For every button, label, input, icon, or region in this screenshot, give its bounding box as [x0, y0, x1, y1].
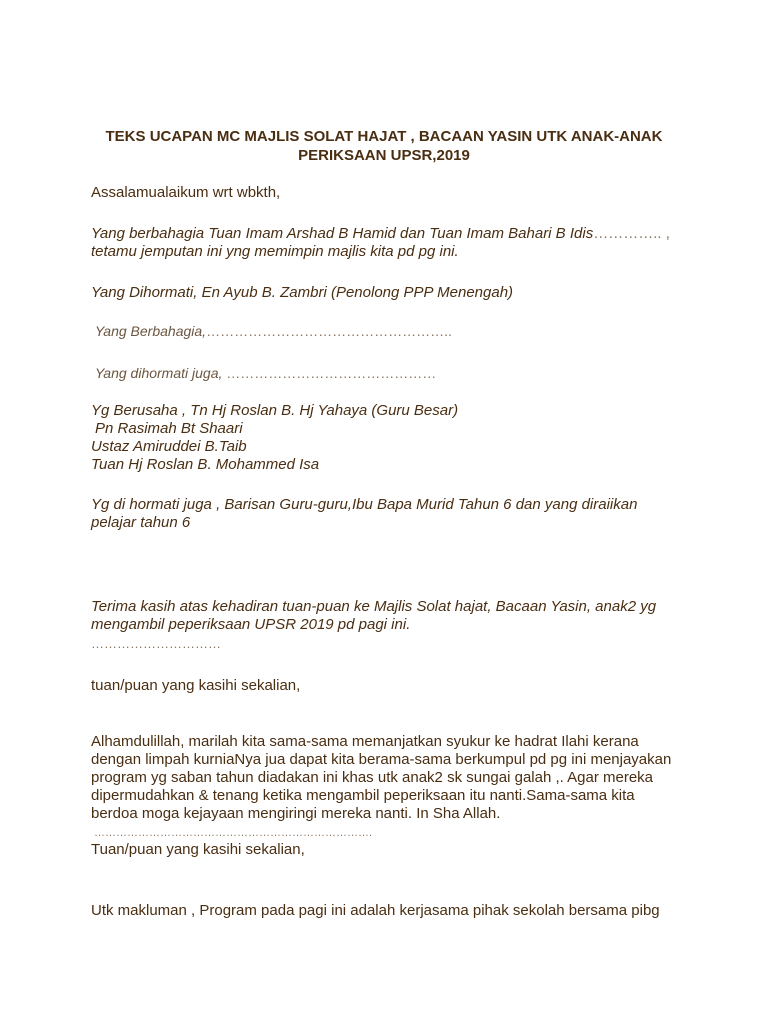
salutation-berbahagia-label: Yang Berbahagia, [95, 323, 207, 339]
document-title-line2: PERIKSAAN UPSR,2019 [298, 147, 470, 164]
body-line3: program yg saban tahun diadakan ini khas utk anak2 sk sungai galah ,. Agar mereka [91, 769, 654, 786]
address-tuan-puan-2: Tuan/puan yang kasihi sekalian, [91, 841, 305, 858]
document-title-line1: TEKS UCAPAN MC MAJLIS SOLAT HAJAT , BACAAN YASIN UTK ANAK-ANAK [105, 128, 663, 145]
salutation-berbahagia [95, 322, 452, 340]
salutation-imam-line1 [91, 225, 670, 243]
salutation-imam-text: Yang berbahagia Tuan Imam Arshad B Hamid dan Tuan Imam Bahari B Idis [91, 225, 594, 242]
address-tuan-puan: tuan/puan yang kasihi sekalian, [91, 677, 301, 694]
greeting: Assalamualaikum wrt wbkth, [91, 184, 281, 201]
salutation-dihormati-label: Yang dihormati juga, [95, 365, 227, 381]
salutation-imam-line2: tetamu jemputan ini yng memimpin majlis kita pd pg ini. [91, 243, 459, 260]
body-line5: berdoa moga kejayaan mengiringi mereka nanti. In Sha Allah. [91, 805, 501, 822]
salutation-dihormati [95, 364, 436, 382]
body-dots: …………………………………………………………………. [94, 827, 373, 839]
body-line2: dengan limpah kurniaNya jua dapat kita berama-sama berkumpul pd pg ini menjayakan [91, 751, 672, 768]
thanks-line1: Terima kasih atas kehadiran tuan-puan ke Majlis Solat hajat, Bacaan Yasin, anak2 yg [91, 598, 657, 615]
guest-list-line3: Ustaz Amiruddei B.Taib [91, 438, 247, 455]
body-line1: Alhamdulillah, marilah kita sama-sama memanjatkan syukur ke hadrat Ilahi kerana [91, 733, 639, 750]
salutation-berbahagia-dots: …………………………………………….. [206, 323, 452, 339]
salutation-imam-dots: ………….. , [593, 225, 670, 242]
salutation-dihormati-dots: ……………………………………… [226, 365, 437, 381]
guest-list-line4: Tuan Hj Roslan B. Mohammed Isa [91, 456, 320, 473]
guest-list-line1: Yg Berusaha , Tn Hj Roslan B. Hj Yahaya (Guru Besar) [91, 402, 459, 419]
salutation-ppp: Yang Dihormati, En Ayub B. Zambri (Penolong PPP Menengah) [91, 284, 514, 301]
info-line: Utk makluman , Program pada pagi ini adalah kerjasama pihak sekolah bersama pibg [91, 902, 660, 919]
guest-list-line2: Pn Rasimah Bt Shaari [95, 420, 243, 437]
thanks-dots: ………………………… [91, 636, 221, 651]
salutation-guru-line1: Yg di hormati juga , Barisan Guru-guru,Ibu Bapa Murid Tahun 6 dan yang diraiikan [91, 496, 638, 513]
thanks-line2: mengambil peperiksaan UPSR 2019 pd pagi ini. [91, 616, 411, 633]
salutation-guru-line2: pelajar tahun 6 [91, 514, 191, 531]
body-line4: dipermudahkan & tenang ketika mengambil peperiksaan itu nanti.Sama-sama kita [91, 787, 635, 804]
